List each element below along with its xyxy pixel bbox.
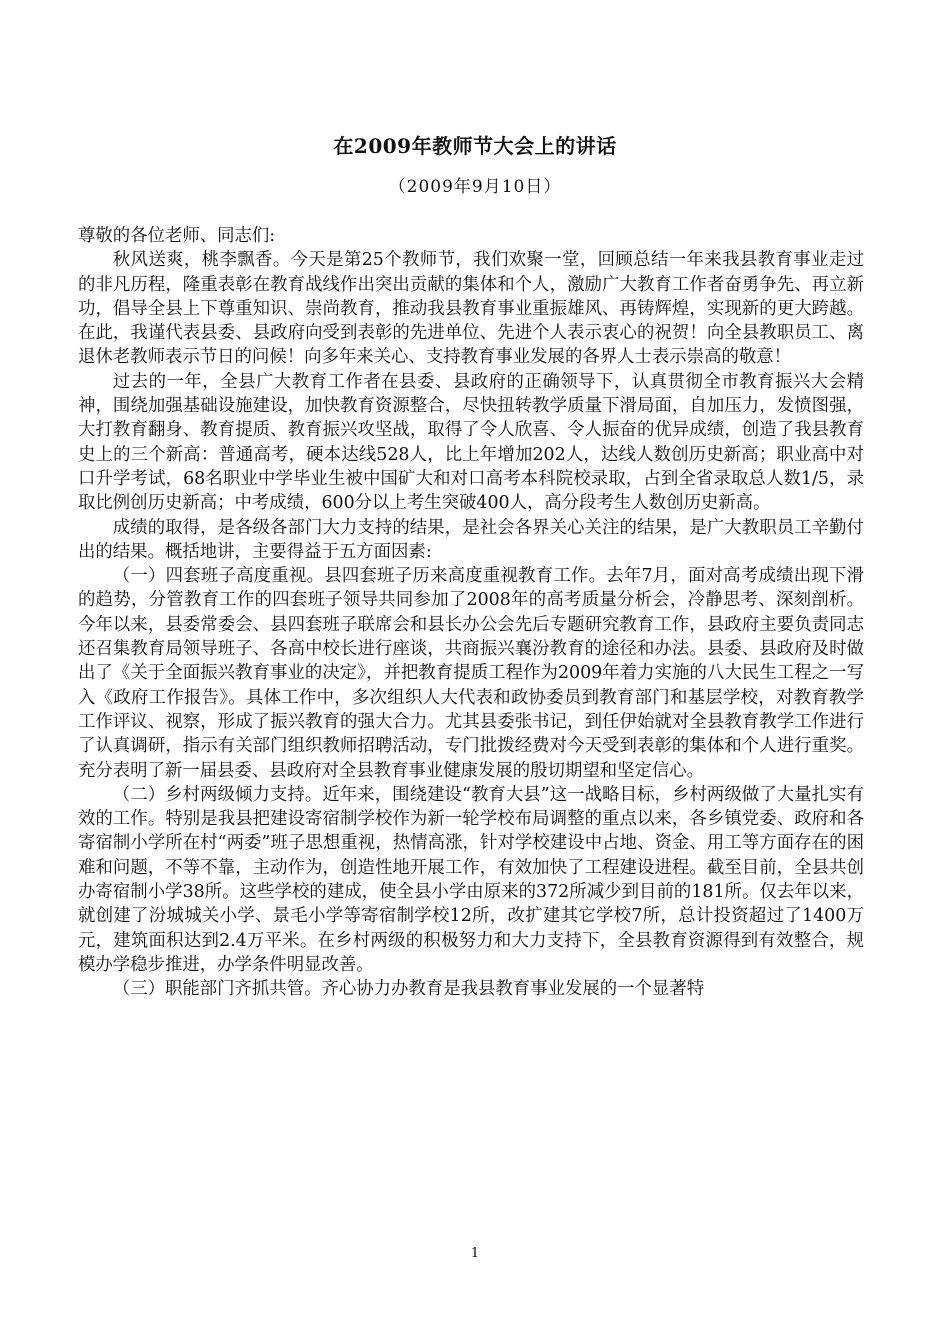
paragraph-achievements: 过去的一年，全县广大教育工作者在县委、县政府的正确领导下，认真贯彻全市教育振兴大会精神，围绕加强基础设施建设，加快教育资源整合，尽快扭转教学质量下滑局面，自加压力，发愤图强，大打教育翻身、教育提质、教育振兴攻坚战，取得了令人欣喜、令人振奋的优异成绩，创造了我县教育史上的三个新高：普通高考，硬本达线528人，比上年增加202人，达线人数创历史新高；职业高中对口升学考试，68名职业中学毕业生被中国矿大和对口高考本科院校录取，占到全省录取总人数1/5，录取比例创历史新高；中考成绩，600分以上考生突破400人，高分段考生人数创历史新高。 [78, 371, 864, 514]
paragraph-factor-two: （二）乡村两级倾力支持。近年来，围绕建设“教育大县”这一战略目标，乡村两级做了大量扎实有效的工作。特别是我县把建设寄宿制学校作为新一轮学校布局调整的重点以来，各乡镇党委、政府和各寄宿制小学所在村“两委”班子思想重视，热情高涨，针对学校建设中占地、资金、用工等方面存在的困难和问题，不等不靠，主动作为，创造性地开展工作，有效加快了工程建设进程。截至目前，全县共创办寄宿制小学38所。这些学校的建成，使全县小学由原来的372所减少到目前的181所。仅去年以来，就创建了汾城城关小学、景毛小学等寄宿制学校12所，改扩建其它学校7所，总计投资超过了1400万元，建筑面积达到2.4万平米。在乡村两级的积极努力和大力支持下，全县教育资源得到有效整合，规模办学稳步推进，办学条件明显改善。 [78, 784, 864, 975]
paragraph-factor-one: （一）四套班子高度重视。县四套班子历来高度重视教育工作。去年7月，面对高考成绩出现下滑的趋势，分管教育工作的四套班子领导共同参加了2008年的高考质量分析会，冷静思考、深刻剖析。今年以来，县委常委会、县四套班子联席会和县长办公会先后专题研究教育工作，县政府主要负责同志还召集教育局领导班子、各高中校长进行座谈，共商振兴襄汾教育的途径和办法。县委、县政府及时做出了《关于全面振兴教育事业的决定》，并把教育提质工程作为2009年着力实施的八大民生工程之一写入《政府工作报告》。具体工作中，多次组织人大代表和政协委员到教育部门和基层学校，对教育教学工作评议、视察，形成了振兴教育的强大合力。尤其县委张书记，到任伊始就对全县教育教学工作进行了认真调研，指示有关部门组织教师招聘活动，专门批拨经费对今天受到表彰的集体和个人进行重奖。充分表明了新一届县委、县政府对全县教育事业健康发展的殷切期望和坚定信心。 [78, 566, 864, 781]
document-date: （2009年9月10日） [388, 177, 562, 197]
document-body [78, 224, 864, 1002]
paragraph-opening: 秋风送爽，桃李飘香。今天是第25个教师节，我们欢聚一堂，回顾总结一年来我县教育事业走过的非凡历程，隆重表彰在教育战线作出突出贡献的集体和个人，激励广大教育工作者奋勇争先、再立新功，倡导全县上下尊重知识、崇尚教育，推动我县教育事业重振雄风、再铸辉煌，实现新的更大跨越。在此，我谨代表县委、县政府向受到表彰的先进单位、先进个人表示衷心的祝贺！向全县教职员工、离退休老教师表示节日的问候！向多年来关心、支持教育事业发展的各界人士表示崇高的敬意！ [78, 250, 864, 368]
paragraph-factors-intro: 成绩的取得，是各级各部门大力支持的结果，是社会各界关心关注的结果，是广大教职员工辛勤付出的结果。概括地讲，主要得益于五方面因素: [78, 517, 864, 562]
page-number: 1 [470, 1246, 480, 1261]
paragraph-factor-three: （三）职能部门齐抓共管。齐心协力办教育是我县教育事业发展的一个显著特 [112, 979, 705, 1000]
salutation: 尊敬的各位老师、同志们: [78, 226, 276, 246]
document-title: 在2009年教师节大会上的讲话 [333, 134, 617, 158]
